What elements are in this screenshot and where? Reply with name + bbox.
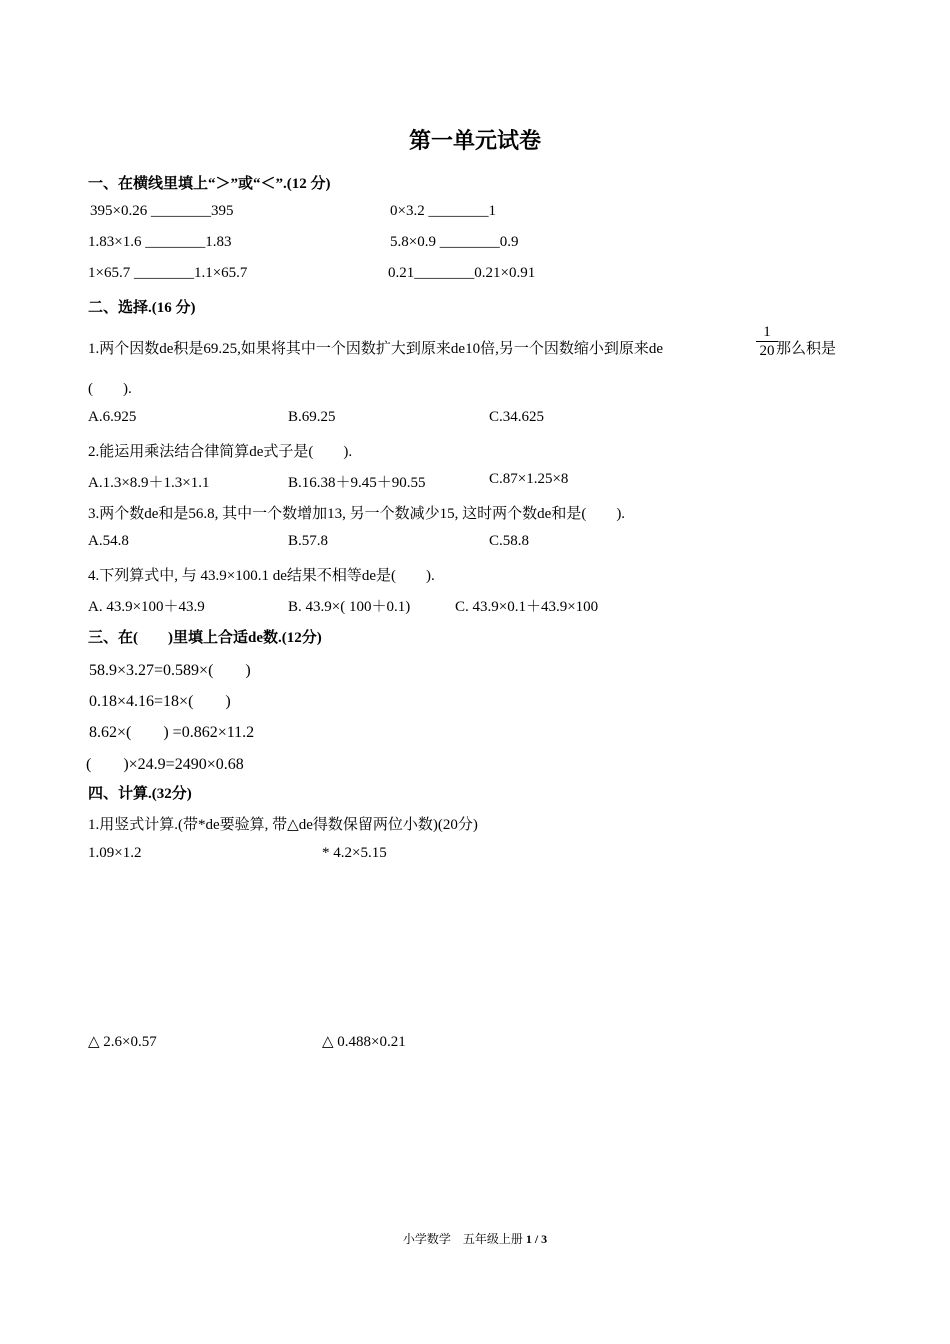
s1-row3-right: 0.21________0.21×0.91 (388, 265, 536, 281)
q3-option-b: B.57.8 (288, 533, 329, 549)
section-1-heading: 一、在横线里填上“＞”或“＜”.(12 分) (88, 176, 331, 192)
fraction-bar (756, 341, 778, 342)
q1-fraction-denominator: 20 (759, 343, 775, 359)
q1-option-b: B.69.25 (288, 409, 336, 425)
footer-page-number: 1 / 3 (525, 1232, 548, 1246)
s1-row3-left: 1×65.7 ________1.1×65.7 (88, 265, 248, 281)
q3-option-a: A.54.8 (88, 533, 129, 549)
q1-fraction-numerator: 1 (763, 324, 771, 340)
footer-subject: 小学数学 五年级上册 (402, 1232, 523, 1246)
q1-paren: ( ). (88, 381, 132, 397)
q2-text: 2.能运用乘法结合律简算de式子是( ). (88, 444, 353, 460)
page-title: 第一单元试卷 (408, 128, 541, 153)
q1-fraction (756, 324, 778, 359)
q1-option-a: A.6.925 (88, 409, 137, 425)
section-3-heading: 三、在( )里填上合适de数.(12分) (88, 630, 322, 646)
q4-text: 4.下列算式中, 与 43.9×100.1 de结果不相等de是( ). (88, 568, 435, 584)
page-footer (0, 1230, 950, 1247)
s1-row1-left: 395×0.26 ________395 (90, 203, 234, 219)
q1-text: 1.两个因数de积是69.25,如果将其中一个因数扩大到原来de10倍,另一个因数缩小到原来de (88, 341, 663, 357)
q2-option-c: C.87×1.25×8 (489, 471, 569, 487)
q4-option-c: C. 43.9×0.1＋43.9×100 (455, 599, 599, 615)
q3-option-c: C.58.8 (489, 533, 530, 549)
q1-tail: 那么积是 (776, 341, 837, 357)
q1-option-c: C.34.625 (489, 409, 545, 425)
s1-row1-right: 0×3.2 ________1 (390, 203, 496, 219)
s1-row2-left: 1.83×1.6 ________1.83 (88, 234, 232, 250)
calc-problem-3: △ 2.6×0.57 (88, 1034, 157, 1050)
section-2-heading: 二、选择.(16 分) (88, 300, 196, 316)
s1-row2-right: 5.8×0.9 ________0.9 (390, 234, 519, 250)
s3-row4: ( )×24.9=2490×0.68 (86, 756, 244, 773)
calc-problem-2: * 4.2×5.15 (322, 845, 387, 861)
calc-problem-1: 1.09×1.2 (88, 845, 142, 861)
s3-row2: 0.18×4.16=18×( ) (89, 693, 231, 710)
q4-option-a: A. 43.9×100＋43.9 (88, 599, 205, 615)
s3-row3: 8.62×( ) =0.862×11.2 (89, 724, 255, 741)
s4-instructions: 1.用竖式计算.(带*de要验算, 带△de得数保留两位小数)(20分) (88, 817, 478, 833)
q3-text: 3.两个数de和是56.8, 其中一个数增加13, 另一个数减少15, 这时两个数de和是( ). (88, 506, 626, 522)
q4-option-b: B. 43.9×( 100＋0.1) (288, 599, 411, 615)
section-4-heading: 四、计算.(32分) (88, 786, 192, 802)
calc-problem-4: △ 0.488×0.21 (322, 1034, 406, 1050)
s3-row1: 58.9×3.27=0.589×( ) (89, 662, 251, 679)
q2-option-b: B.16.38＋9.45＋90.55 (288, 475, 426, 491)
q2-option-a: A.1.3×8.9＋1.3×1.1 (88, 475, 210, 491)
